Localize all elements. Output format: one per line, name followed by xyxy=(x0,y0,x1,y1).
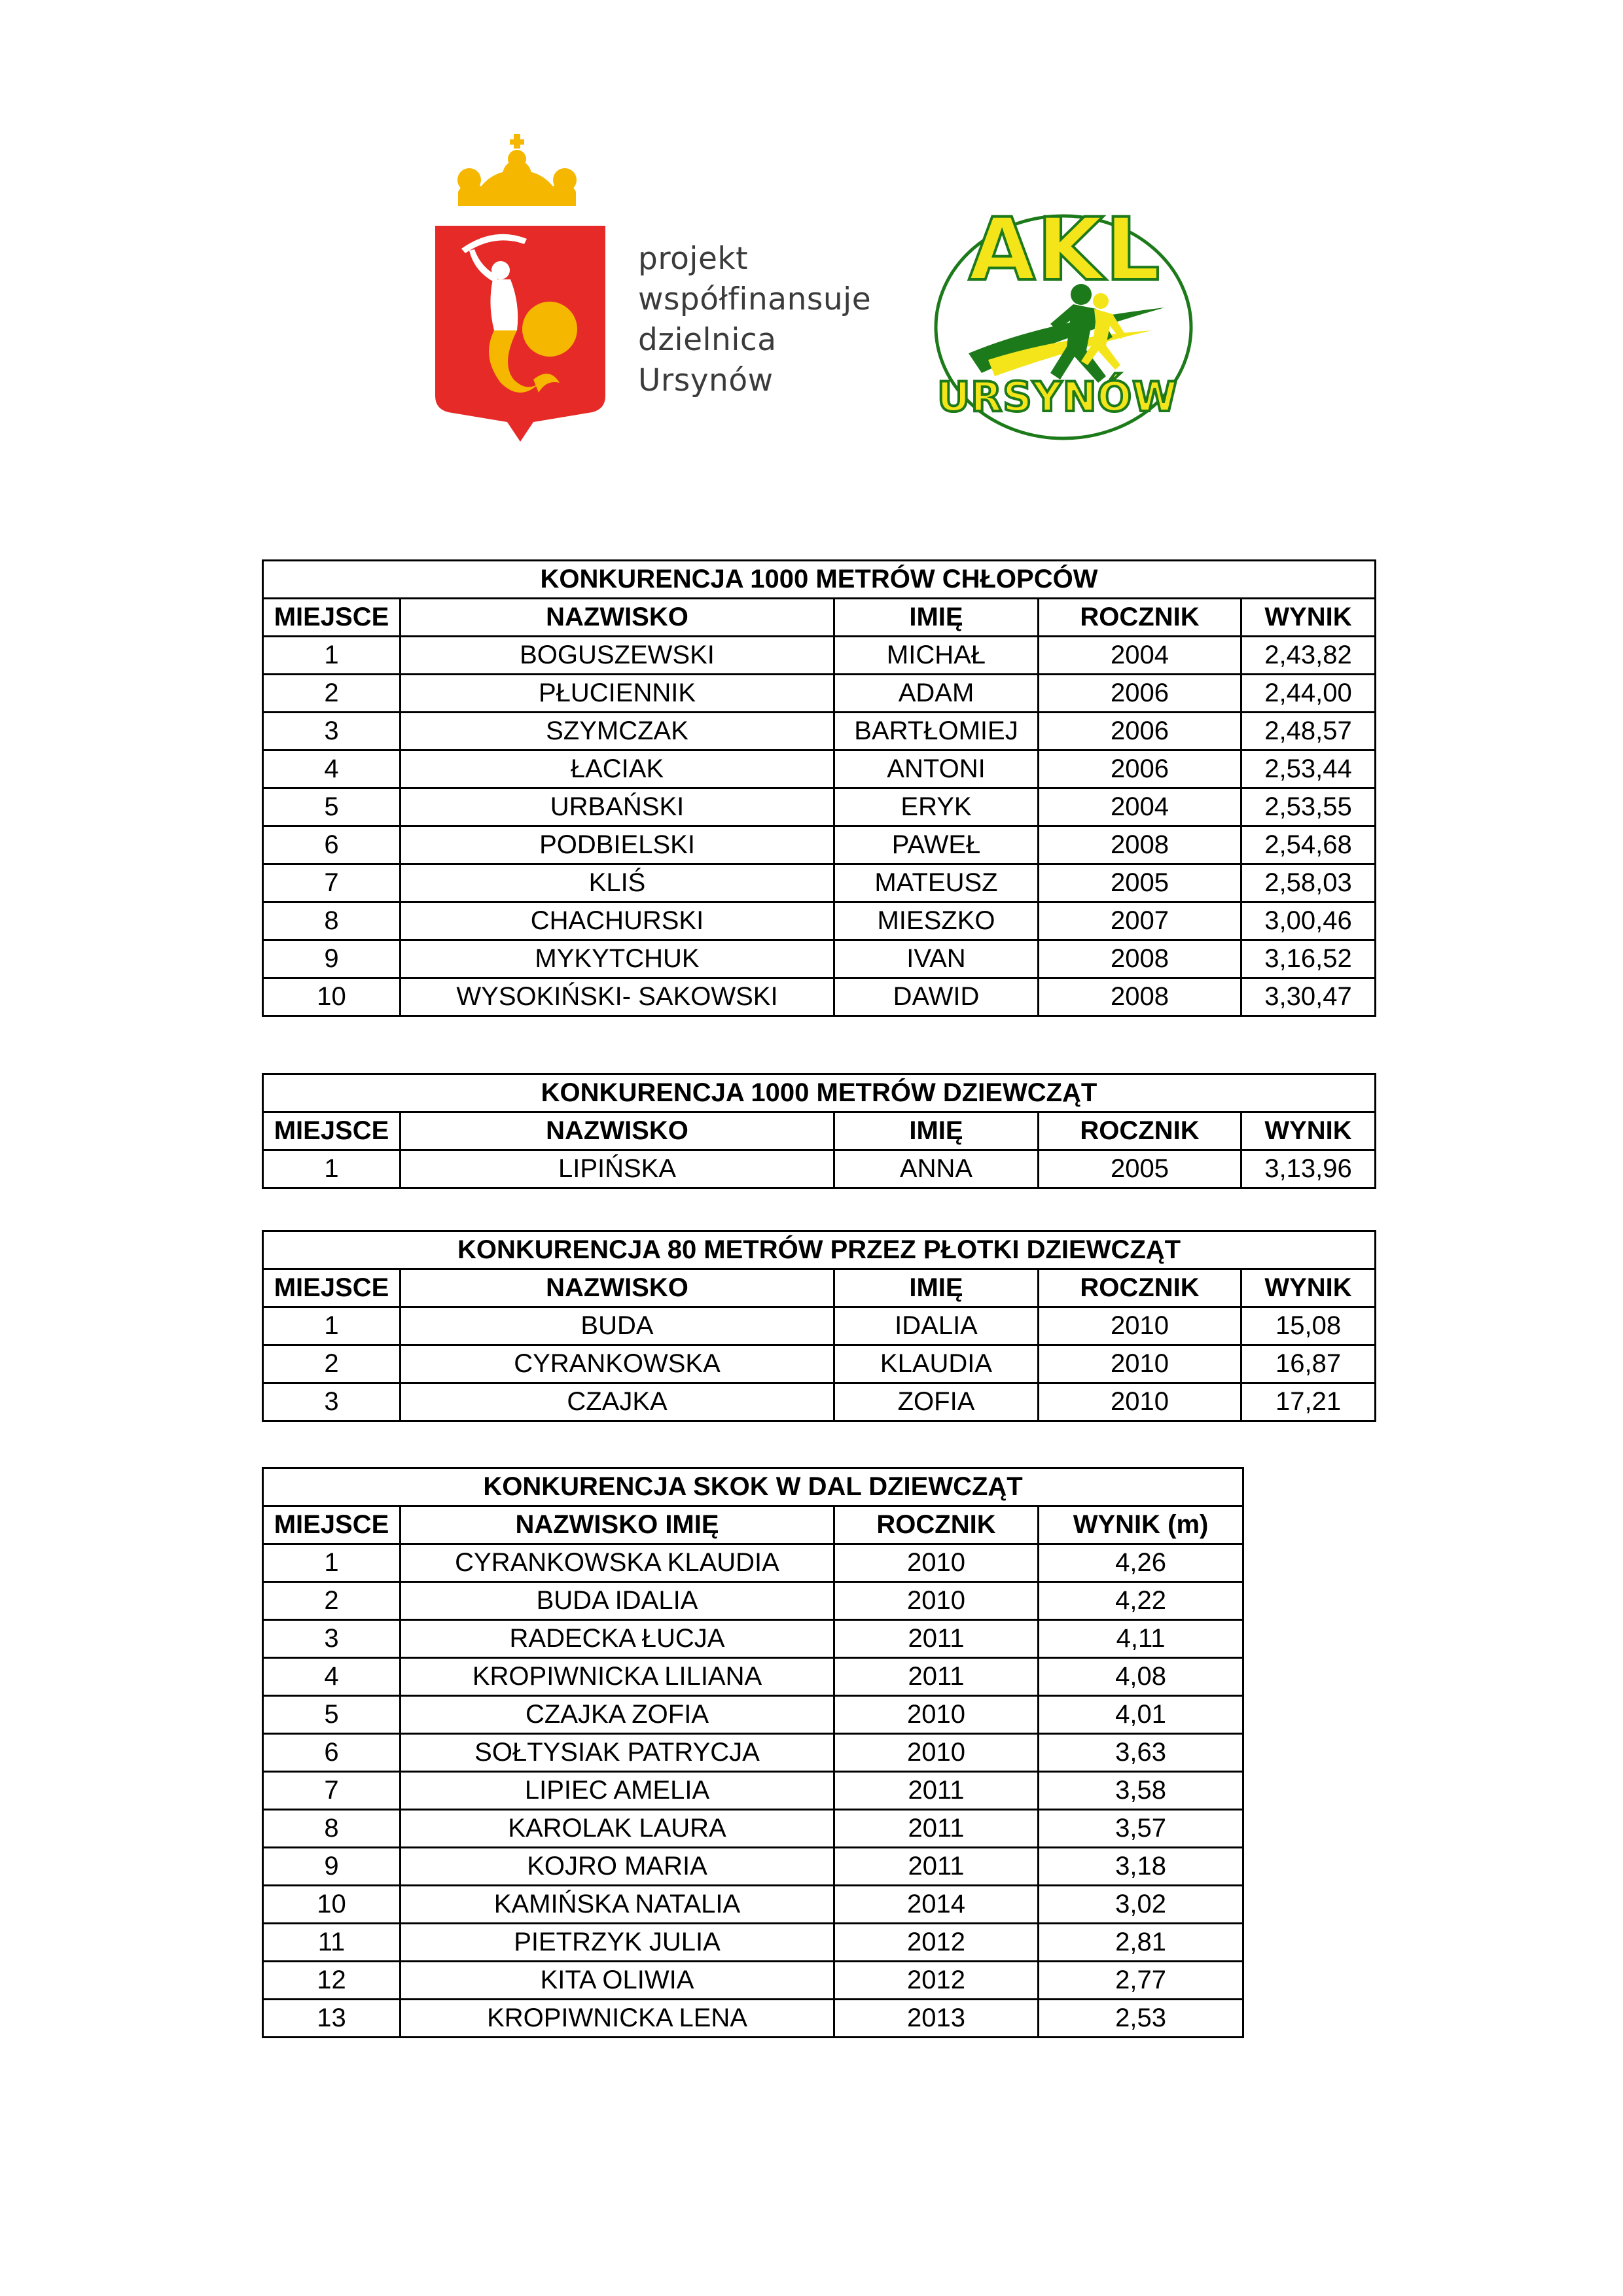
table-cell: MATEUSZ xyxy=(834,864,1039,902)
table-cell: 2,48,57 xyxy=(1241,713,1376,751)
table-cell: 2008 xyxy=(1039,826,1241,864)
table-cell: 2,77 xyxy=(1039,1962,1243,2000)
table-title: KONKURENCJA SKOK W DAL DZIEWCZĄT xyxy=(263,1468,1243,1506)
table-row xyxy=(263,675,1376,713)
table-row xyxy=(263,1658,1243,1696)
table-row xyxy=(263,788,1376,826)
table-body xyxy=(263,1544,1243,2038)
table-cell: KROPIWNICKA LENA xyxy=(401,2000,834,2038)
table-cell: DAWID xyxy=(834,978,1039,1016)
table-cell: 2011 xyxy=(834,1810,1039,1848)
table-cell: ŁACIAK xyxy=(401,751,834,788)
table-cell: 2010 xyxy=(1039,1345,1241,1383)
table-row xyxy=(263,978,1376,1016)
table-cell: 5 xyxy=(263,1696,401,1734)
column-header-place: MIEJSCE xyxy=(263,1112,401,1150)
table-cell: 7 xyxy=(263,864,401,902)
column-header-year: ROCZNIK xyxy=(1039,1269,1241,1307)
column-header-surname: NAZWISKO xyxy=(401,1269,834,1307)
table-cell: 11 xyxy=(263,1924,401,1962)
table-cell: 4,22 xyxy=(1039,1582,1243,1620)
column-header-first-name: IMIĘ xyxy=(834,1269,1039,1307)
table-title: KONKURENCJA 1000 METRÓW DZIEWCZĄT xyxy=(263,1074,1376,1112)
table-cell: 9 xyxy=(263,940,401,978)
table-cell: 3 xyxy=(263,713,401,751)
table-row xyxy=(263,1307,1376,1345)
table-cell: 2005 xyxy=(1039,1150,1241,1188)
table-cell: 2012 xyxy=(834,1924,1039,1962)
table-cell: 2,53,44 xyxy=(1241,751,1376,788)
table-cell: 6 xyxy=(263,1734,401,1772)
table-cell: KAMIŃSKA NATALIA xyxy=(401,1886,834,1924)
table-row xyxy=(263,1582,1243,1620)
table-header-row xyxy=(263,1269,1376,1307)
table-cell: 2 xyxy=(263,675,401,713)
table-header-row xyxy=(263,1112,1376,1150)
table-cell: 2010 xyxy=(1039,1307,1241,1345)
table-cell: IVAN xyxy=(834,940,1039,978)
column-header-year: ROCZNIK xyxy=(834,1506,1039,1544)
table-cell: 2008 xyxy=(1039,978,1241,1016)
table-cell: 8 xyxy=(263,902,401,940)
table-cell: 2008 xyxy=(1039,940,1241,978)
table-row xyxy=(263,1734,1243,1772)
sponsor-line-4: Ursynów xyxy=(638,362,774,398)
table-cell: 2,53,55 xyxy=(1241,788,1376,826)
table-cell: 2010 xyxy=(1039,1383,1241,1421)
table-cell: KLAUDIA xyxy=(834,1345,1039,1383)
table-cell: SOŁTYSIAK PATRYCJA xyxy=(401,1734,834,1772)
table-cell: 4 xyxy=(263,751,401,788)
table-cell: CYRANKOWSKA KLAUDIA xyxy=(401,1544,834,1582)
table-title: KONKURENCJA 1000 METRÓW CHŁOPCÓW xyxy=(263,561,1376,599)
table-title: KONKURENCJA 80 METRÓW PRZEZ PŁOTKI DZIEWCZĄT xyxy=(263,1231,1376,1269)
table-cell: 2010 xyxy=(834,1734,1039,1772)
table-cell: BARTŁOMIEJ xyxy=(834,713,1039,751)
table-cell: 12 xyxy=(263,1962,401,2000)
table-cell: 9 xyxy=(263,1848,401,1886)
table-cell: PAWEŁ xyxy=(834,826,1039,864)
table-cell: KOJRO MARIA xyxy=(401,1848,834,1886)
table-cell: KLIŚ xyxy=(401,864,834,902)
table-cell: 2,44,00 xyxy=(1241,675,1376,713)
column-header-place: MIEJSCE xyxy=(263,599,401,637)
table-header-row xyxy=(263,599,1376,637)
table-cell: 1 xyxy=(263,1544,401,1582)
table-cell: 3,16,52 xyxy=(1241,940,1376,978)
table-cell: 2013 xyxy=(834,2000,1039,2038)
table-cell: 4,11 xyxy=(1039,1620,1243,1658)
column-header-surname: NAZWISKO xyxy=(401,599,834,637)
table-cell: 2004 xyxy=(1039,637,1241,675)
table-cell: 2007 xyxy=(1039,902,1241,940)
table-cell: 17,21 xyxy=(1241,1383,1376,1421)
table-row xyxy=(263,713,1376,751)
sponsor-line-1: projekt xyxy=(638,241,748,277)
table-cell: 4 xyxy=(263,1658,401,1696)
table-row xyxy=(263,1810,1243,1848)
table-cell: 3,30,47 xyxy=(1241,978,1376,1016)
table-cell: MIESZKO xyxy=(834,902,1039,940)
table-row xyxy=(263,1150,1376,1188)
table-cell: 2 xyxy=(263,1345,401,1383)
table-cell: 2,58,03 xyxy=(1241,864,1376,902)
table-row xyxy=(263,1620,1243,1658)
table-cell: LIPIEC AMELIA xyxy=(401,1772,834,1810)
header-logos xyxy=(0,0,1623,471)
table-row xyxy=(263,1848,1243,1886)
column-header-first-name: IMIĘ xyxy=(834,599,1039,637)
table-cell: 3,58 xyxy=(1039,1772,1243,1810)
table-row xyxy=(263,1886,1243,1924)
table-cell: 2012 xyxy=(834,1962,1039,2000)
table-cell: 3 xyxy=(263,1620,401,1658)
table-row xyxy=(263,864,1376,902)
table-cell: 3,13,96 xyxy=(1241,1150,1376,1188)
table-cell: 2005 xyxy=(1039,864,1241,902)
table-row xyxy=(263,826,1376,864)
table-cell: KITA OLIWIA xyxy=(401,1962,834,2000)
table-cell: 2,53 xyxy=(1039,2000,1243,2038)
table-cell: 1 xyxy=(263,1150,401,1188)
table-cell: ADAM xyxy=(834,675,1039,713)
table-body xyxy=(263,637,1376,1016)
table-cell: 5 xyxy=(263,788,401,826)
table-cell: URBAŃSKI xyxy=(401,788,834,826)
table-cell: 2011 xyxy=(834,1772,1039,1810)
column-header-year: ROCZNIK xyxy=(1039,599,1241,637)
table-row xyxy=(263,1383,1376,1421)
table-cell: MYKYTCHUK xyxy=(401,940,834,978)
table-cell: 3,00,46 xyxy=(1241,902,1376,940)
table-cell: ANNA xyxy=(834,1150,1039,1188)
table-row xyxy=(263,902,1376,940)
table-body xyxy=(263,1150,1376,1188)
table-cell: 1 xyxy=(263,637,401,675)
table-body xyxy=(263,1307,1376,1421)
table-cell: PODBIELSKI xyxy=(401,826,834,864)
table-cell: KAROLAK LAURA xyxy=(401,1810,834,1848)
table-cell: CZAJKA ZOFIA xyxy=(401,1696,834,1734)
table-cell: MICHAŁ xyxy=(834,637,1039,675)
column-header-year: ROCZNIK xyxy=(1039,1112,1241,1150)
column-header-result: WYNIK xyxy=(1241,599,1376,637)
table-cell: 8 xyxy=(263,1810,401,1848)
results-table-long-jump-girls xyxy=(262,1467,1244,2038)
table-cell: 10 xyxy=(263,1886,401,1924)
table-cell: 4,01 xyxy=(1039,1696,1243,1734)
akl-ursynow-logo xyxy=(929,196,1198,451)
table-cell: BUDA IDALIA xyxy=(401,1582,834,1620)
results-table-80m-hurdles-girls xyxy=(262,1230,1376,1422)
table-cell: 2,43,82 xyxy=(1241,637,1376,675)
table-cell: IDALIA xyxy=(834,1307,1039,1345)
table-cell: ZOFIA xyxy=(834,1383,1039,1421)
table-cell: 2004 xyxy=(1039,788,1241,826)
table-row xyxy=(263,940,1376,978)
table-row xyxy=(263,1772,1243,1810)
table-row xyxy=(263,2000,1243,2038)
table-cell: ANTONI xyxy=(834,751,1039,788)
table-cell: 2011 xyxy=(834,1620,1039,1658)
table-cell: 2006 xyxy=(1039,751,1241,788)
table-cell: 4,08 xyxy=(1039,1658,1243,1696)
table-cell: 3 xyxy=(263,1383,401,1421)
table-cell: 3,57 xyxy=(1039,1810,1243,1848)
table-cell: 1 xyxy=(263,1307,401,1345)
table-cell: 15,08 xyxy=(1241,1307,1376,1345)
column-header-result: WYNIK xyxy=(1241,1112,1376,1150)
table-row xyxy=(263,1345,1376,1383)
ursynow-logo-text: URSYNÓW xyxy=(937,373,1178,421)
table-cell: CHACHURSKI xyxy=(401,902,834,940)
table-row xyxy=(263,637,1376,675)
sponsor-line-2: współfinansuje xyxy=(638,281,872,317)
table-cell: 2,81 xyxy=(1039,1924,1243,1962)
table-cell: RADECKA ŁUCJA xyxy=(401,1620,834,1658)
table-cell: 2011 xyxy=(834,1848,1039,1886)
akl-logo-text: AKL xyxy=(969,200,1162,300)
column-header-surname: NAZWISKO xyxy=(401,1112,834,1150)
table-row xyxy=(263,1696,1243,1734)
table-cell: SZYMCZAK xyxy=(401,713,834,751)
table-cell: 2011 xyxy=(834,1658,1039,1696)
table-cell: 6 xyxy=(263,826,401,864)
table-cell: 2010 xyxy=(834,1544,1039,1582)
table-cell: 3,18 xyxy=(1039,1848,1243,1886)
table-cell: 7 xyxy=(263,1772,401,1810)
warsaw-coat-of-arms-icon xyxy=(429,134,612,448)
warsaw-crest-logo xyxy=(429,134,612,448)
table-cell: 2010 xyxy=(834,1582,1039,1620)
table-cell: KROPIWNICKA LILIANA xyxy=(401,1658,834,1696)
table-cell: WYSOKIŃSKI- SAKOWSKI xyxy=(401,978,834,1016)
table-cell: 10 xyxy=(263,978,401,1016)
results-table-1000m-boys xyxy=(262,559,1376,1017)
column-header-place: MIEJSCE xyxy=(263,1269,401,1307)
column-header-result: WYNIK (m) xyxy=(1039,1506,1243,1544)
column-header-result: WYNIK xyxy=(1241,1269,1376,1307)
table-cell: 2,54,68 xyxy=(1241,826,1376,864)
table-cell: 3,02 xyxy=(1039,1886,1243,1924)
column-header-place: MIEJSCE xyxy=(263,1506,401,1544)
table-cell: CZAJKA xyxy=(401,1383,834,1421)
table-cell: 3,63 xyxy=(1039,1734,1243,1772)
sponsor-line-3: dzielnica xyxy=(638,322,777,358)
table-cell: LIPIŃSKA xyxy=(401,1150,834,1188)
column-header-name: NAZWISKO IMIĘ xyxy=(401,1506,834,1544)
table-cell: 2014 xyxy=(834,1886,1039,1924)
table-row xyxy=(263,1544,1243,1582)
table-cell: 13 xyxy=(263,2000,401,2038)
table-cell: 4,26 xyxy=(1039,1544,1243,1582)
table-header-row xyxy=(263,1506,1243,1544)
table-cell: 2006 xyxy=(1039,713,1241,751)
table-cell: BOGUSZEWSKI xyxy=(401,637,834,675)
column-header-first-name: IMIĘ xyxy=(834,1112,1039,1150)
sponsor-text xyxy=(638,239,913,401)
table-cell: PŁUCIENNIK xyxy=(401,675,834,713)
table-cell: ERYK xyxy=(834,788,1039,826)
table-row xyxy=(263,1924,1243,1962)
table-row xyxy=(263,751,1376,788)
table-cell: 2006 xyxy=(1039,675,1241,713)
table-cell: CYRANKOWSKA xyxy=(401,1345,834,1383)
table-cell: 2 xyxy=(263,1582,401,1620)
table-cell: 2010 xyxy=(834,1696,1039,1734)
table-row xyxy=(263,1962,1243,2000)
table-cell: 16,87 xyxy=(1241,1345,1376,1383)
table-cell: BUDA xyxy=(401,1307,834,1345)
results-table-1000m-girls xyxy=(262,1073,1376,1189)
table-cell: PIETRZYK JULIA xyxy=(401,1924,834,1962)
